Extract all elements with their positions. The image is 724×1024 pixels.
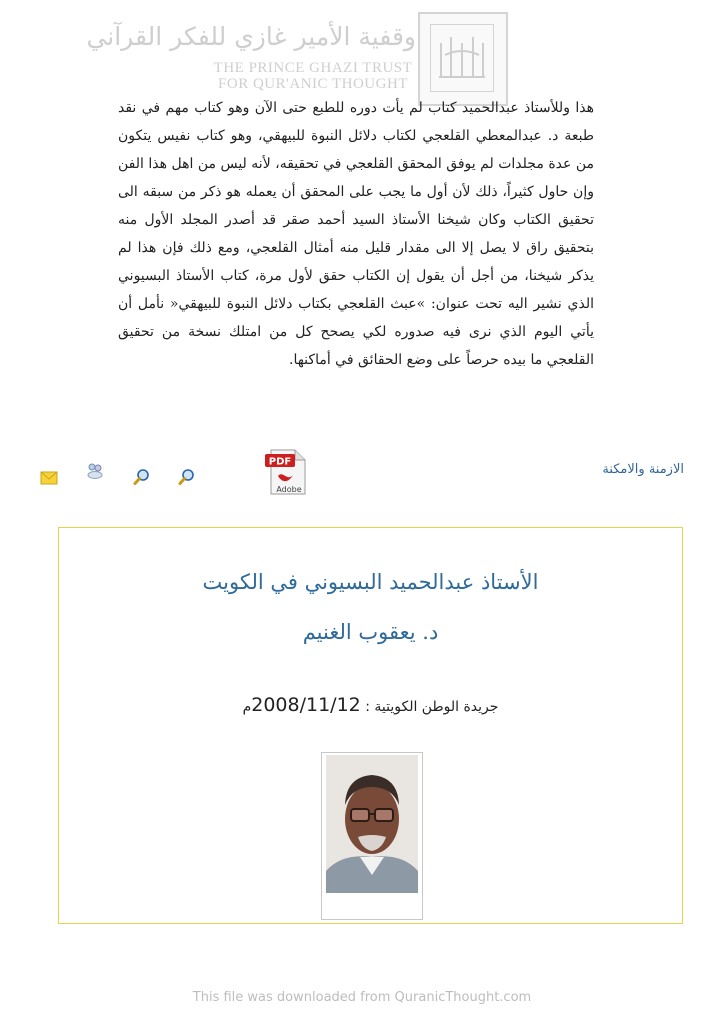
article-paragraph: هذا وللأستاذ عبدالحميد كتاب لم يأت دوره للطبع حتى الآن وهو كتاب مهم في نقد طبعة د. عبدالمعطي القلعجي لكتاب دلائل النبوة للبيهقي، وهو كتاب نفيس يتكون من عدة مجلدات لم يوفق المحقق القلعجي في تحقيقه، لأنه ليس من اهل هذا الفن وإن حاول كثيراً، ذلك لأن أول ما يجب على المحقق أن يعمله هو ذكر من سبقه الى تحقيق الكتاب وكان شيخنا الأستاذ السيد أحمد صقر قد أصدر المجلد الأول منه بتحقيق راق لا يصل إلا الى مقدار قليل منه أمثال القلعجي، ومع ذلك فإن هذا لم يذكر شيخنا، من أجل أن يقول إن الكتاب حقق لأول مرة، كتاب الأستاذ البسيوني الذي نشير اليه تحت عنوان: »عبث القلعجي بكتاب دلائل النبوة للبيهقي« نأمل أن يأتي اليوم الذي نرى فيه صدوره لكي يصحح كل من امتلك نسخة من تحقيق القلعجي ما بيده حرصاً على وضع الحقائق في أماكنها. <box>118 100 594 368</box>
author-photo <box>321 752 423 920</box>
watermark-arabic: وقفية الأمير غازي للفكر القرآني <box>86 22 416 51</box>
publish-date: 2008/11/12 <box>251 694 361 716</box>
article-card <box>58 527 683 924</box>
card-author: د. يعقوب الغنيم <box>302 620 439 644</box>
pdf-badge-text: PDF <box>268 456 292 468</box>
pdf-icon[interactable] <box>263 448 311 496</box>
source-label: جريدة الوطن الكويتية : <box>360 699 499 715</box>
zoom-in-icon[interactable] <box>178 468 196 486</box>
download-notice: This file was downloaded from QuranicThought.com <box>192 990 532 1005</box>
article-category-link[interactable]: الازمنة والامكنة <box>602 462 684 477</box>
email-icon[interactable] <box>40 470 58 488</box>
pdf-brand-text: Adobe <box>276 485 302 494</box>
card-title: الأستاذ عبدالحميد البسيوني في الكويت <box>202 570 539 594</box>
watermark-line-2: FOR QUR'ANIC THOUGHT <box>218 76 408 92</box>
article-body <box>118 94 594 374</box>
watermark-line-1: THE PRINCE GHAZI TRUST <box>213 60 413 76</box>
calligraphy-emblem-icon <box>418 12 508 106</box>
zoom-out-icon[interactable] <box>133 468 151 486</box>
date-suffix: م <box>242 699 252 715</box>
card-source <box>59 694 682 716</box>
people-icon[interactable] <box>86 461 104 479</box>
